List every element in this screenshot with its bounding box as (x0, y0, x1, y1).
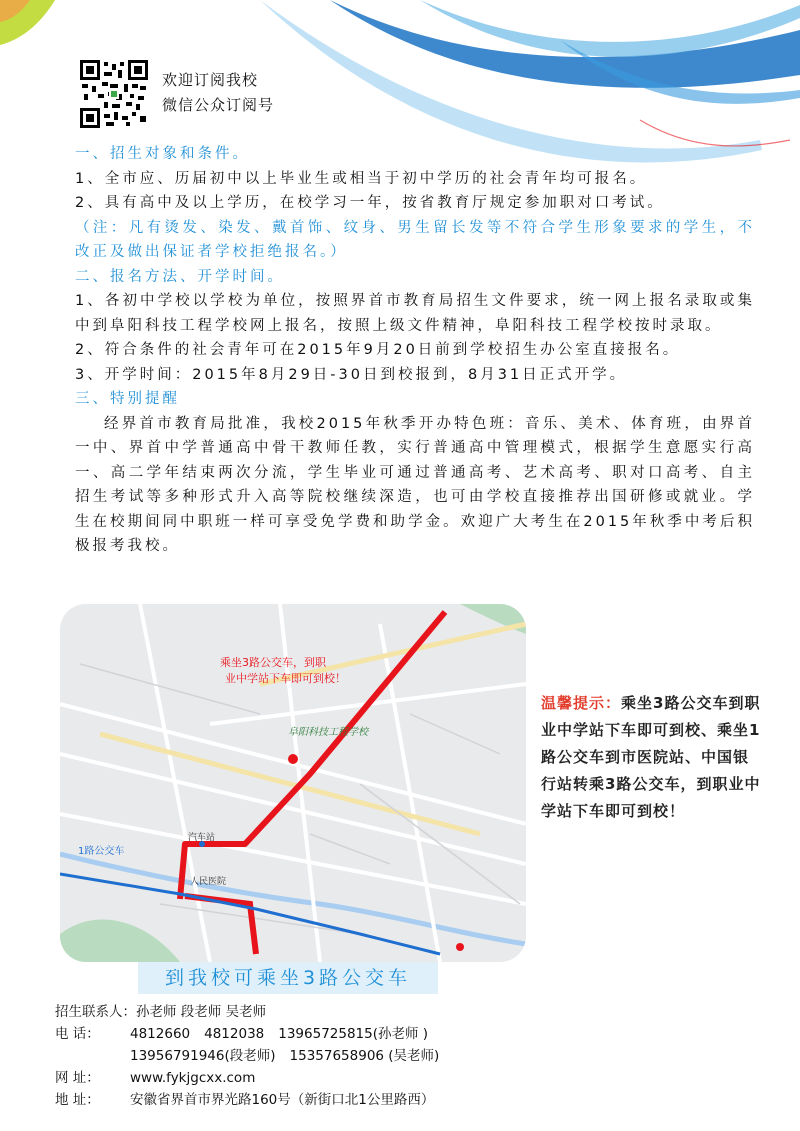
phone-4: 13956791946(段老师) (130, 1048, 276, 1064)
phone-1: 4812660 (130, 1026, 191, 1042)
address: 安徽省界首市界光路160号（新街口北1公里路西） (130, 1092, 435, 1108)
phone-3: 13965725815(孙老师 ) (278, 1026, 429, 1042)
contact-web-row (55, 1067, 439, 1089)
section-2-item-3: 3、开学时间：2015年8月29日-30日到校报到，8月31日正式开学。 (75, 366, 628, 383)
contact-people-row (55, 1001, 439, 1023)
section-2-item-2: 2、符合条件的社会青年可在2015年9月20日前到学校招生办公室直接报名。 (75, 342, 681, 358)
map-hospital-label: 人民医院 (190, 877, 227, 887)
website-link[interactable]: www.fykjgcxx.com (130, 1070, 256, 1086)
section-1-item-2: 2、具有高中及以上学历，在校学习一年，按省教育厅规定参加职对口考试。 (75, 195, 665, 211)
section-2-item-1: 1、各初中学校以学校为单位，按照界首市教育局招生文件要求，统一网上报名录取或集中到阜阳科技工程学校网上报名，按照上级文件精神，阜阳科技工程学校按时录取。 (75, 293, 755, 334)
tip-label: 温馨提示： (541, 694, 622, 712)
wechat-line-2: 微信公众订阅号 (162, 96, 275, 114)
section-1-item-1: 1、全市应、历届初中以上毕业生或相当于初中学历的社会青年均可报名。 (75, 170, 648, 187)
bus-route-map (60, 604, 526, 962)
contact-phone-row (55, 1023, 439, 1045)
phone-2: 4812038 (204, 1026, 265, 1042)
wechat-line-1: 欢迎订阅我校 (162, 71, 259, 89)
section-1-heading: 一、招生对象和条件。 (75, 146, 250, 162)
contact-address-label: 地 址： (55, 1092, 100, 1108)
section-1-note: （注：凡有烫发、染发、戴首饰、纹身、男生留长发等不符合学生形象要求的学生，不改正及做出保证者学校拒绝报名。） (75, 219, 755, 260)
section-3-body: 经界首市教育局批准，我校2015年秋季开办特色班：音乐、美术、体育班，由界首一中、界首中学普通高中骨干教师任教，实行普通高中管理模式，根据学生意愿实行高一、高二学年结束两次分流，学生毕业可通过普通高考、艺术高考、职对口高考、自主招生考试等多种形式升入高等院校继续深造，也可由学校直接推荐出国研修或就业。学生在校期间同中职班一样可享受免学费和助学金。欢迎广大考生在2015年秋季中考后积极报考我校。 (75, 415, 755, 554)
contact-address-row (55, 1089, 439, 1111)
contact-info (55, 1001, 439, 1111)
map-bus1-label: 1路公交车 (78, 846, 125, 857)
map-school-label: 阜阳科技工程学校 (288, 727, 368, 738)
section-2-heading: 二、报名方法、开学时间。 (75, 268, 285, 285)
tip-text: 乘坐3路公交车到职业中学站下车即可到校、乘坐1路公交车到市医院站、中国银行站转乘3路公交车，到职业中学站下车即可到校！ (541, 694, 761, 820)
wechat-qr-code (80, 60, 148, 128)
map-caption: 到我校可乘坐3路公交车 (138, 962, 438, 994)
contact-phone-label: 电 话： (55, 1026, 100, 1042)
map-station-label: 汽车站 (188, 833, 216, 843)
map-callout-line-2: 业中学站下车即可到校！ (225, 672, 346, 685)
phone-5: 15357658906 (吴老师) (289, 1048, 440, 1064)
contact-web-label: 网 址： (55, 1070, 100, 1086)
admission-content (75, 142, 755, 559)
warm-tip (541, 690, 763, 825)
contact-people: 孙老师 段老师 吴老师 (136, 1004, 267, 1020)
section-3-heading: 三、特别提醒 (75, 391, 180, 407)
wechat-subscribe-text (162, 68, 274, 118)
contact-people-label: 招生联系人： (55, 1004, 136, 1020)
map-callout-line-1: 乘坐3路公交车，到职 (220, 656, 326, 669)
contact-phone-row-2 (55, 1045, 439, 1067)
map-graphic (60, 604, 526, 962)
